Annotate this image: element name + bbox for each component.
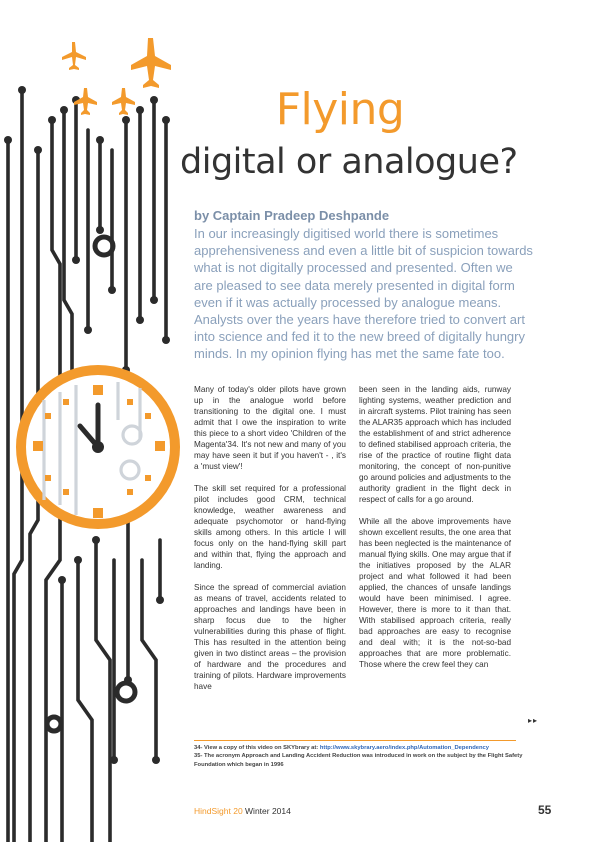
footnote-divider bbox=[194, 740, 516, 741]
footnote-35: 35- The acronym Approach and Landing Accident Reduction was introduced in work on the subject by the Flight Safety Foundation which began in 1996 bbox=[194, 753, 523, 768]
airplane-icon bbox=[131, 38, 171, 88]
page-number: 55 bbox=[538, 803, 552, 817]
body-column-2 bbox=[359, 384, 511, 681]
footer-issue: HindSight 20 Winter 2014 bbox=[194, 806, 291, 816]
paragraph: The skill set required for a professional pilot includes good CRM, technical knowledge, weather awareness and adequate psychomotor or hand-flying skills among others. In this article I will focus only on the hand-flying skill part and within that, flying the approach and landing. bbox=[194, 484, 346, 570]
continue-arrows-icon: ▸▸ bbox=[528, 716, 539, 725]
clock-face bbox=[21, 370, 175, 524]
article-title: Flying bbox=[275, 84, 405, 135]
footnote-link[interactable]: http://www.skybrary.aero/index.php/Automation_Dependency bbox=[319, 745, 489, 751]
footnote-34: 34- View a copy of this video on SKYbrary at: http://www.skybrary.aero/index.php/Automation_Dependency bbox=[194, 745, 489, 751]
footnotes bbox=[194, 744, 524, 769]
standfirst: In our increasingly digitised world there is sometimes apprehensiveness and even a little bit of suspicion towards what is not digitally processed and presented. Often we are pleased to see data merely presented in digital form even if it was actually processed by analogue means. Analysts over the years have therefore tried to convert art into science and fed it to the new breed of digitally hungry minds. In my opinion flying has met the same fate too. bbox=[194, 226, 533, 362]
airplane-icon bbox=[62, 42, 86, 70]
footer-brand: HindSight 20 bbox=[194, 806, 243, 816]
paragraph: Since the spread of commercial aviation as means of travel, accidents related to approaches and landings have been in sharp focus due to the higher vulnerabilities during this phase of flight. This has resulted in the attention being given in two distinct areas – the provision of hardware and the procedures and training of pilots. Hardware improvements have bbox=[194, 583, 346, 691]
paragraph: While all the above improvements have shown excellent results, the one area that has been neglected is the maintenance of manual flying skills. One may argue that if the initiatives proposed by the ALAR project and what followed it had been applied, the chances of unsafe landings would have been minimised. I agree. However, there is more to it than that. With stabilised approach criteria, really bad approaches are easy to recognise and deal with; it is the not-so-bad approaches that are more problematic. Those where the crew feel they can bbox=[359, 517, 511, 669]
body-column-1 bbox=[194, 384, 346, 703]
paragraph: Many of today's older pilots have grown up in the analogue world before transitioning to the digital one. I must admit that I owe the inspiration to write this piece to a short video 'Children of the Magenta'34. It's not new and many of you may have seen it but if you haven't - , it's a 'must view'! bbox=[194, 385, 346, 471]
paragraph: been seen in the landing aids, runway lighting systems, weather prediction and in aircraft systems. Pilot training has seen the ALAR35 approach which has included the establishment of and strict adherence to defined stabilised approach criteria, the rise of the practice of routine flight data monitoring, the concept of non-punitive go around policies and adjustments to the authority gradient in the flight deck in respect of calls for a go around. bbox=[359, 385, 511, 504]
article-subtitle: digital or analogue? bbox=[180, 142, 518, 182]
airplane-icon bbox=[112, 88, 135, 115]
byline: by Captain Pradeep Deshpande bbox=[194, 208, 390, 223]
